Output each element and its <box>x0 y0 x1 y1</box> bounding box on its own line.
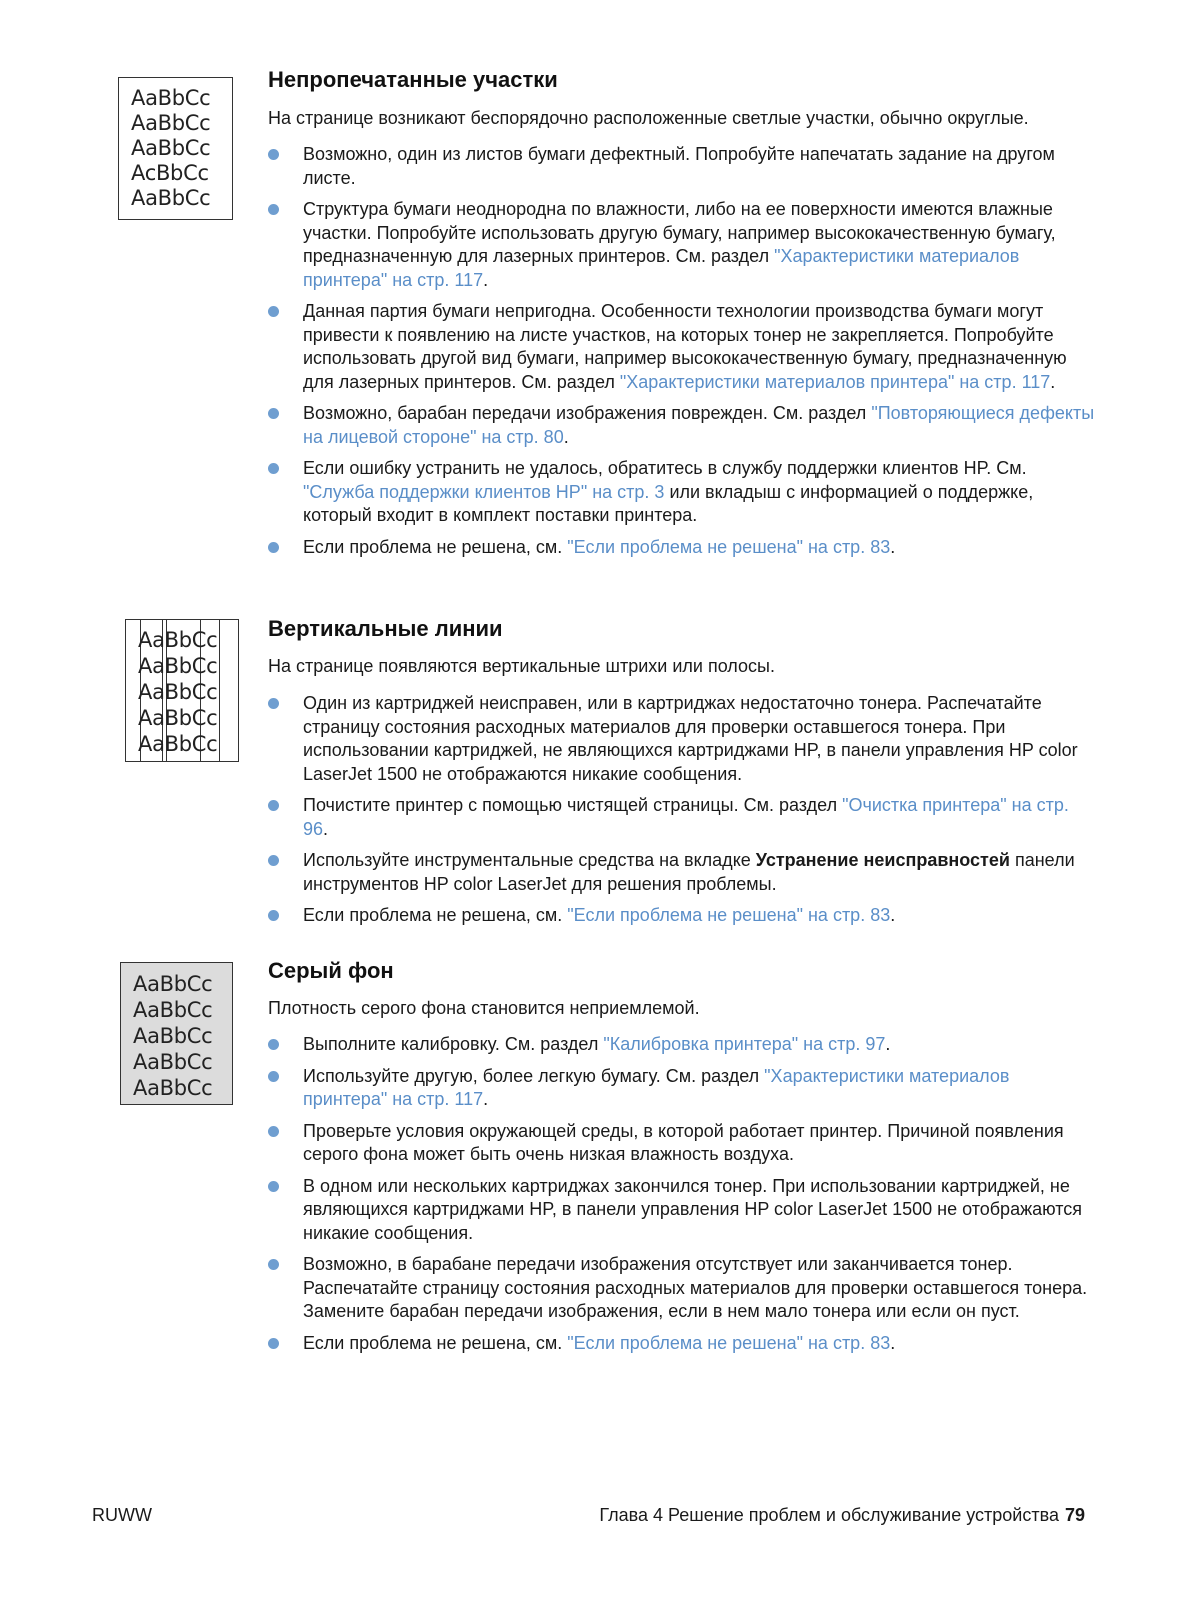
bullet-icon <box>268 698 279 709</box>
bullet-icon <box>268 306 279 317</box>
sample-line: AaBbCc <box>133 998 213 1022</box>
section-intro: На странице появляются вертикальные штрихи или полосы. <box>268 656 775 676</box>
list-item: Один из картриджей неисправен, или в картриджах недостаточно тонера. Распечатайте страницу состояния расходных материалов для проверки оставшегося тонера. При использовании картриджей, не являющихся картриджами HP, в панели управления HP color LaserJet 1500 не отображаются никакие сообщения. <box>268 692 1098 786</box>
cross-reference-link[interactable]: "Очистка принтера" на стр. 96 <box>303 795 1069 839</box>
item-list <box>268 143 1098 567</box>
sample-line: AaBbCc <box>138 732 218 756</box>
sample-image-vertical-lines <box>125 619 239 762</box>
sample-line: AaBbCc <box>133 1076 213 1100</box>
list-item: Структура бумаги неоднородна по влажности, либо на ее поверхности имеются влажные участки. Попробуйте использовать другую бумагу, например высококачественную бумагу, предназначенную для лазерных принтеров. См. раздел "Характеристики материалов принтера" на стр. 117. <box>268 198 1098 292</box>
cross-reference-link[interactable]: "Характеристики материалов принтера" на стр. 117 <box>619 371 1051 392</box>
list-item: В одном или нескольких картриджах закончился тонер. При использовании картриджей, не являющихся картриджами HP, в панели управления HP color LaserJet 1500 не отображаются никакие сообщения. <box>268 1175 1098 1246</box>
streak-line <box>219 620 220 761</box>
cross-reference-link[interactable]: "Повторяющиеся дефекты на лицевой стороне" на стр. 80 <box>303 403 1095 447</box>
cross-reference-link[interactable]: "Если проблема не решена" на стр. 83 <box>567 905 891 925</box>
list-item: Почистите принтер с помощью чистящей страницы. См. раздел "Очистка принтера" на стр. 96. <box>268 794 1098 841</box>
sample-line: AaBbCc <box>133 1050 213 1074</box>
section-title: Непропечатанные участки <box>268 67 558 92</box>
sample-line: AaBbCc <box>138 706 218 730</box>
list-item: Если проблема не решена, см. "Если проблема не решена" на стр. 83. <box>268 904 1098 928</box>
sample-line: AaBbCc <box>138 628 218 652</box>
bullet-icon <box>268 800 279 811</box>
cross-reference-link[interactable]: "Если проблема не решена" на стр. 83 <box>567 536 891 557</box>
sample-image-gray <box>120 962 233 1105</box>
bullet-icon <box>268 1259 279 1270</box>
bullet-icon <box>268 1126 279 1137</box>
sample-line: AaBbCc <box>131 86 211 110</box>
bullet-icon <box>268 463 279 474</box>
footer-doc-code: RUWW <box>92 1505 152 1525</box>
section-intro: На странице возникают беспорядочно расположенные светлые участки, обычно округлые. <box>268 108 1029 128</box>
sample-line: AcBbCc <box>131 161 209 185</box>
section-title: Серый фон <box>268 958 394 983</box>
cross-reference-link[interactable]: "Служба поддержки клиентов HP" на стр. 3 <box>303 481 665 502</box>
section-title: Вертикальные линии <box>268 616 503 641</box>
list-item: Если ошибку устранить не удалось, обратитесь в службу поддержки клиентов HP. См. "Служба поддержки клиентов HP" на стр. 3 или вкладыш с информацией о поддержке, который входит в комплект поставки принтера. <box>268 457 1098 528</box>
list-item: Если проблема не решена, см. "Если проблема не решена" на стр. 83. <box>268 536 1098 560</box>
list-item: Используйте инструментальные средства на вкладке Устранение неисправностей панели инструментов HP color LaserJet для решения проблемы. <box>268 849 1098 896</box>
bullet-icon <box>268 149 279 160</box>
bullet-icon <box>268 408 279 419</box>
bullet-icon <box>268 855 279 866</box>
tab-name-bold: Устранение неисправностей <box>755 850 1010 870</box>
bullet-icon <box>268 1338 279 1349</box>
bullet-icon <box>268 1181 279 1192</box>
sample-line: AaBbCc <box>138 680 218 704</box>
bullet-icon <box>268 542 279 553</box>
list-item: Выполните калибровку. См. раздел "Калибровка принтера" на стр. 97. <box>268 1033 1098 1057</box>
list-item: Используйте другую, более легкую бумагу. См. раздел "Характеристики материалов принтера" на стр. 117. <box>268 1065 1098 1112</box>
item-list <box>268 1033 1098 1363</box>
sample-line: AaBbCc <box>133 1024 213 1048</box>
sample-line: AaBbCc <box>131 186 211 210</box>
bullet-icon <box>268 910 279 921</box>
footer-chapter-title: Глава 4 Решение проблем и обслуживание устройства <box>599 1505 1059 1525</box>
bullet-icon <box>268 204 279 215</box>
bullet-icon <box>268 1071 279 1082</box>
sample-line: AaBbCc <box>131 111 211 135</box>
list-item: Возможно, барабан передачи изображения поврежден. См. раздел "Повторяющиеся дефекты на лицевой стороне" на стр. 80. <box>268 402 1098 449</box>
list-item: Проверьте условия окружающей среды, в которой работает принтер. Причиной появления серого фона может быть очень низкая влажность воздуха. <box>268 1120 1098 1167</box>
cross-reference-link[interactable]: "Характеристики материалов принтера" на стр. 117 <box>303 246 1020 290</box>
footer-chapter <box>599 1505 1085 1526</box>
sample-image-unprinted <box>118 77 233 220</box>
bullet-icon <box>268 1039 279 1050</box>
page-number: 79 <box>1064 1505 1085 1525</box>
section-intro: Плотность серого фона становится неприемлемой. <box>268 998 700 1018</box>
sample-line: AaBbCc <box>133 972 213 996</box>
list-item: Возможно, один из листов бумаги дефектный. Попробуйте напечатать задание на другом листе. <box>268 143 1098 190</box>
sample-line: AaBbCc <box>138 654 218 678</box>
list-item: Если проблема не решена, см. "Если проблема не решена" на стр. 83. <box>268 1332 1098 1356</box>
item-list <box>268 692 1098 936</box>
list-item: Данная партия бумаги непригодна. Особенности технологии производства бумаги могут привести к появлению на листе участков, на которых тонер не закрепляется. Попробуйте использовать другой вид бумаги, например высококачественную бумагу, предназначенную для лазерных принтеров. См. раздел "Характеристики материалов принтера" на стр. 117. <box>268 300 1098 394</box>
cross-reference-link[interactable]: "Если проблема не решена" на стр. 83 <box>567 1332 891 1353</box>
cross-reference-link[interactable]: "Калибровка принтера" на стр. 97 <box>603 1034 886 1054</box>
list-item: Возможно, в барабане передачи изображения отсутствует или заканчивается тонер. Распечатайте страницу состояния расходных материалов для проверки оставшегося тонера. Замените барабан передачи изображения, если в нем мало тонера или если он пуст. <box>268 1253 1098 1324</box>
cross-reference-link[interactable]: "Характеристики материалов принтера" на стр. 117 <box>303 1065 1010 1109</box>
sample-line: AaBbCc <box>131 136 211 160</box>
